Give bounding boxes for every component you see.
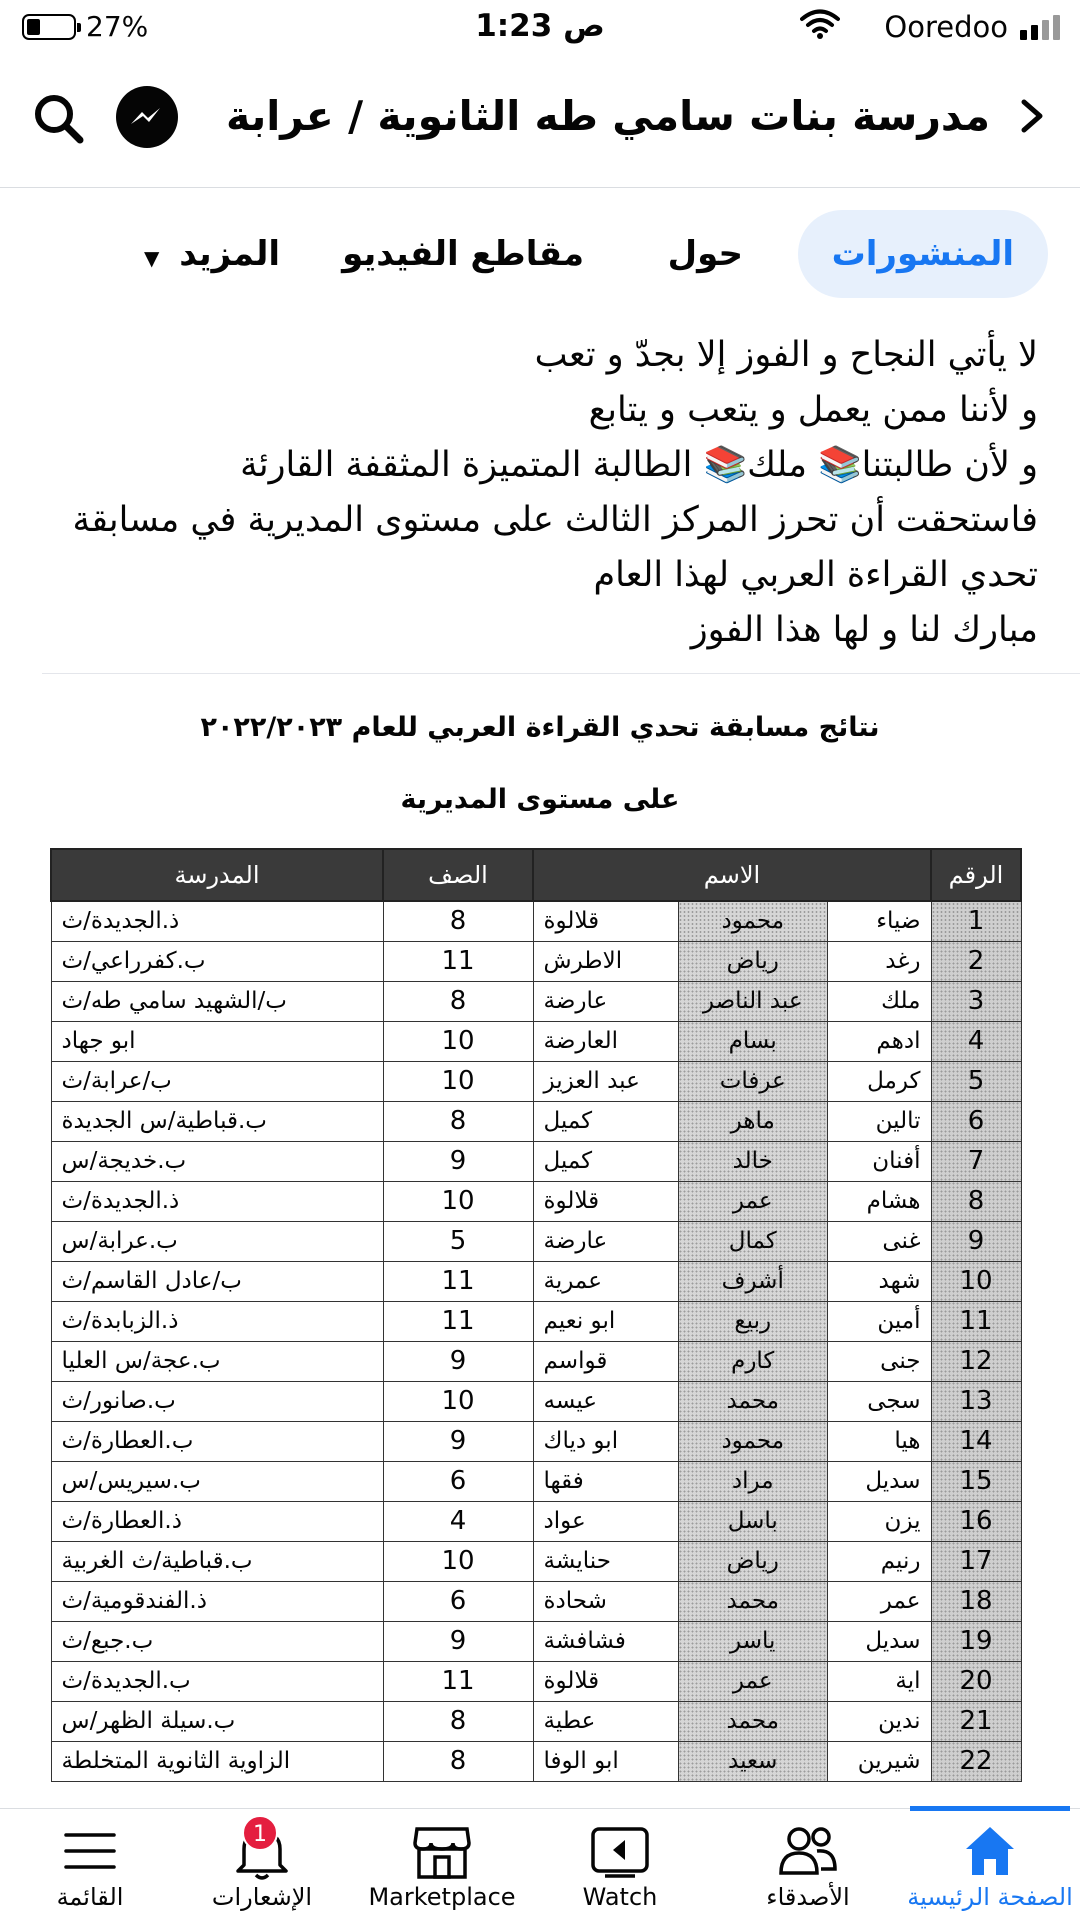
last-name: قلالوة	[533, 901, 678, 941]
last-name: عمرية	[533, 1261, 678, 1301]
table-row	[51, 1221, 1021, 1261]
first-name: هيا	[827, 1421, 931, 1461]
row-number: 13	[931, 1381, 1021, 1421]
header-name: الاسم	[533, 849, 931, 901]
school: ب/عادل القاسم/ث	[51, 1261, 383, 1301]
middle-name: محمد	[678, 1381, 827, 1421]
first-name: ندين	[827, 1701, 931, 1741]
nav-watch[interactable]	[540, 1809, 700, 1920]
middle-name: عرفات	[678, 1061, 827, 1101]
row-number: 12	[931, 1341, 1021, 1381]
post-image[interactable]	[0, 690, 1080, 1805]
nav-watch-label: Watch	[582, 1883, 658, 1911]
watch-icon	[589, 1823, 651, 1879]
wifi-icon	[800, 8, 840, 40]
middle-name: مراد	[678, 1461, 827, 1501]
first-name: تالين	[827, 1101, 931, 1141]
nav-friends-label: الأصدقاء	[766, 1883, 850, 1911]
post-line: فاستحقت أن تحرز المركز الثالث على مستوى المديرية في مسابقة	[72, 500, 1038, 540]
nav-notifications[interactable]	[182, 1809, 342, 1920]
table-row	[51, 1741, 1021, 1781]
table-row	[51, 1061, 1021, 1101]
tab-about[interactable]: حول	[667, 234, 743, 274]
school: ابو جهاد	[51, 1021, 383, 1061]
grade: 9	[383, 1421, 533, 1461]
table-row	[51, 1101, 1021, 1141]
post-line: تحدي القراءة العربي لهذا العام	[593, 555, 1038, 595]
row-number: 4	[931, 1021, 1021, 1061]
page-header	[0, 56, 1080, 188]
menu-icon	[60, 1823, 120, 1879]
last-name: ابو نعيم	[533, 1301, 678, 1341]
middle-name: كارم	[678, 1341, 827, 1381]
post-line: لا يأتي النجاح و الفوز إلا بجدّ و تعب	[534, 335, 1038, 375]
first-name: هشام	[827, 1181, 931, 1221]
last-name: عطية	[533, 1701, 678, 1741]
first-name: كرمل	[827, 1061, 931, 1101]
table-body	[51, 901, 1021, 1781]
middle-name: محمد	[678, 1581, 827, 1621]
school: ب/الشهيد سامي طه/ث	[51, 981, 383, 1021]
last-name: عارضة	[533, 1221, 678, 1261]
grade: 8	[383, 1701, 533, 1741]
header-grade: الصف	[383, 849, 533, 901]
last-name: كميل	[533, 1101, 678, 1141]
page-title: مدرسة بنات سامي طه الثانوية / عرابة	[225, 92, 990, 140]
middle-name: ربيع	[678, 1301, 827, 1341]
last-name: عبد العزيز	[533, 1061, 678, 1101]
nav-marketplace[interactable]	[362, 1809, 522, 1920]
school: ب.سيلة الظهر/س	[51, 1701, 383, 1741]
table-row	[51, 1421, 1021, 1461]
school: ب.قباطية/ث الغربية	[51, 1541, 383, 1581]
last-name: ابو الوفا	[533, 1741, 678, 1781]
messenger-button[interactable]	[116, 86, 178, 148]
home-icon	[960, 1823, 1020, 1879]
middle-name: محمد	[678, 1701, 827, 1741]
nav-notifications-label: الإشعارات	[211, 1883, 313, 1911]
middle-name: محمود	[678, 1421, 827, 1461]
friends-icon	[777, 1823, 839, 1879]
row-number: 6	[931, 1101, 1021, 1141]
middle-name: عمر	[678, 1661, 827, 1701]
middle-name: عبد الناصر	[678, 981, 827, 1021]
school: ذ.الزبابدة/ث	[51, 1301, 383, 1341]
header-school: المدرسة	[51, 849, 383, 901]
table-row	[51, 1501, 1021, 1541]
table-row	[51, 1701, 1021, 1741]
grade: 9	[383, 1341, 533, 1381]
table-row	[51, 981, 1021, 1021]
table-row	[51, 1261, 1021, 1301]
school: ب.عرابة/س	[51, 1221, 383, 1261]
table-row	[51, 1661, 1021, 1701]
first-name: أفنان	[827, 1141, 931, 1181]
table-row	[51, 1141, 1021, 1181]
last-name: قلالوة	[533, 1181, 678, 1221]
row-number: 17	[931, 1541, 1021, 1581]
middle-name: بسام	[678, 1021, 827, 1061]
grade: 8	[383, 981, 533, 1021]
bottom-nav	[0, 1808, 1080, 1920]
middle-name: خالد	[678, 1141, 827, 1181]
nav-friends[interactable]	[728, 1809, 888, 1920]
caret-down-icon: ▼	[143, 246, 160, 270]
carrier-name: Ooredoo	[884, 10, 1008, 44]
row-number: 22	[931, 1741, 1021, 1781]
first-name: ملك	[827, 981, 931, 1021]
divider	[42, 673, 1080, 674]
active-indicator	[910, 1806, 1070, 1811]
row-number: 9	[931, 1221, 1021, 1261]
row-number: 20	[931, 1661, 1021, 1701]
school: ذ.الجديدة/ث	[51, 901, 383, 941]
grade: 10	[383, 1021, 533, 1061]
status-bar	[0, 0, 1080, 56]
last-name: عيسه	[533, 1381, 678, 1421]
row-number: 8	[931, 1181, 1021, 1221]
first-name: جنى	[827, 1341, 931, 1381]
search-icon[interactable]	[30, 90, 88, 148]
first-name: أمين	[827, 1301, 931, 1341]
middle-name: رياض	[678, 1541, 827, 1581]
first-name: شهد	[827, 1261, 931, 1301]
middle-name: رياض	[678, 941, 827, 981]
last-name: قواسم	[533, 1341, 678, 1381]
middle-name: عمر	[678, 1181, 827, 1221]
row-number: 15	[931, 1461, 1021, 1501]
table-row	[51, 941, 1021, 981]
page-tabs	[0, 210, 1080, 298]
first-name: سديل	[827, 1461, 931, 1501]
tab-more[interactable]	[144, 210, 280, 298]
last-name: كميل	[533, 1141, 678, 1181]
nav-home[interactable]	[907, 1809, 1073, 1920]
grade: 5	[383, 1221, 533, 1261]
marketplace-icon	[411, 1823, 473, 1881]
grade: 9	[383, 1141, 533, 1181]
grade: 11	[383, 941, 533, 981]
grade: 10	[383, 1381, 533, 1421]
row-number: 1	[931, 901, 1021, 941]
grade: 8	[383, 1101, 533, 1141]
grade: 11	[383, 1661, 533, 1701]
middle-name: ماهر	[678, 1101, 827, 1141]
first-name: رغد	[827, 941, 931, 981]
last-name: ابو دياك	[533, 1421, 678, 1461]
table-header-row	[51, 849, 1021, 901]
last-name: فقها	[533, 1461, 678, 1501]
header-number: الرقم	[931, 849, 1021, 901]
school: ذ.العطارة/ث	[51, 1501, 383, 1541]
signal-icon	[1020, 15, 1060, 40]
middle-name: محمود	[678, 901, 827, 941]
first-name: ضياء	[827, 901, 931, 941]
first-name: غنى	[827, 1221, 931, 1261]
last-name: الاطرش	[533, 941, 678, 981]
last-name: عواد	[533, 1501, 678, 1541]
table-row	[51, 1181, 1021, 1221]
row-number: 3	[931, 981, 1021, 1021]
post-line: مبارك لنا و لها هذا الفوز	[690, 610, 1038, 650]
middle-name: أشرف	[678, 1261, 827, 1301]
school: ب.خديجة/س	[51, 1141, 383, 1181]
school: ب.كفرراعي/ث	[51, 941, 383, 981]
document-title: نتائج مسابقة تحدي القراءة العربي للعام ٢٠٢٢/٢٠٢٣	[200, 712, 880, 743]
table-row	[51, 1461, 1021, 1501]
middle-name: ياسر	[678, 1621, 827, 1661]
grade: 10	[383, 1541, 533, 1581]
post-line: و لأننا ممن يعمل و يتعب و يتابع	[588, 390, 1038, 430]
grade: 4	[383, 1501, 533, 1541]
row-number: 14	[931, 1421, 1021, 1461]
row-number: 16	[931, 1501, 1021, 1541]
nav-home-label: الصفحة الرئيسية	[907, 1883, 1073, 1911]
last-name: العارضة	[533, 1021, 678, 1061]
first-name: عمر	[827, 1581, 931, 1621]
tab-more-label: المزيد	[179, 234, 280, 274]
messenger-icon	[116, 86, 178, 148]
middle-name: كمال	[678, 1221, 827, 1261]
row-number: 19	[931, 1621, 1021, 1661]
nav-marketplace-label: Marketplace	[368, 1883, 516, 1911]
row-number: 2	[931, 941, 1021, 981]
row-number: 11	[931, 1301, 1021, 1341]
tab-posts[interactable]: المنشورات	[798, 210, 1048, 298]
notification-badge: 1	[242, 1815, 278, 1851]
row-number: 5	[931, 1061, 1021, 1101]
tab-videos[interactable]: مقاطع الفيديو	[342, 234, 584, 274]
first-name: سجى	[827, 1381, 931, 1421]
table-row	[51, 1541, 1021, 1581]
middle-name: سعيد	[678, 1741, 827, 1781]
first-name: رنيم	[827, 1541, 931, 1581]
table-row	[51, 901, 1021, 941]
post-line: و لأن طالبتنا📚 ملك📚 الطالبة المتميزة المثقفة القارئة	[240, 445, 1038, 485]
table-row	[51, 1581, 1021, 1621]
school: ذ.الفندقومية/ث	[51, 1581, 383, 1621]
grade: 11	[383, 1261, 533, 1301]
grade: 10	[383, 1061, 533, 1101]
first-name: يزن	[827, 1501, 931, 1541]
grade: 8	[383, 901, 533, 941]
school: ب.الجديدة/ث	[51, 1661, 383, 1701]
middle-name: باسل	[678, 1501, 827, 1541]
post-text	[38, 328, 1038, 658]
grade: 11	[383, 1301, 533, 1341]
results-table	[50, 848, 1022, 1782]
last-name: شحادة	[533, 1581, 678, 1621]
grade: 6	[383, 1581, 533, 1621]
last-name: عارضة	[533, 981, 678, 1021]
battery-percent: 27%	[86, 10, 149, 43]
row-number: 18	[931, 1581, 1021, 1621]
nav-menu-label: القائمة	[56, 1883, 124, 1911]
first-name: شيرين	[827, 1741, 931, 1781]
table-row	[51, 1021, 1021, 1061]
grade: 10	[383, 1181, 533, 1221]
school: ب.قباطية/س الجديدة	[51, 1101, 383, 1141]
table-row	[51, 1341, 1021, 1381]
school: ب.صانور/ث	[51, 1381, 383, 1421]
row-number: 7	[931, 1141, 1021, 1181]
table-row	[51, 1301, 1021, 1341]
school: ب.جبع/ث	[51, 1621, 383, 1661]
last-name: قلالوة	[533, 1661, 678, 1701]
grade: 9	[383, 1621, 533, 1661]
clock: 1:23 ص	[475, 8, 605, 44]
first-name: ادهم	[827, 1021, 931, 1061]
last-name: حنايشة	[533, 1541, 678, 1581]
row-number: 21	[931, 1701, 1021, 1741]
last-name: فشافشة	[533, 1621, 678, 1661]
row-number: 10	[931, 1261, 1021, 1301]
grade: 8	[383, 1741, 533, 1781]
first-name: سديل	[827, 1621, 931, 1661]
table-row	[51, 1381, 1021, 1421]
school: الزاوية الثانوية المتخلطة	[51, 1741, 383, 1781]
school: ب.العطارة/ث	[51, 1421, 383, 1461]
document-subtitle: على مستوى المديرية	[400, 784, 680, 815]
grade: 6	[383, 1461, 533, 1501]
table-row	[51, 1621, 1021, 1661]
nav-menu[interactable]	[10, 1809, 170, 1920]
school: ذ.الجديدة/ث	[51, 1181, 383, 1221]
first-name: اية	[827, 1661, 931, 1701]
school: ب/عرابة/ث	[51, 1061, 383, 1101]
school: ب.سيريس/س	[51, 1461, 383, 1501]
school: ب.عجة/س العليا	[51, 1341, 383, 1381]
back-chevron-icon[interactable]	[1010, 94, 1054, 138]
